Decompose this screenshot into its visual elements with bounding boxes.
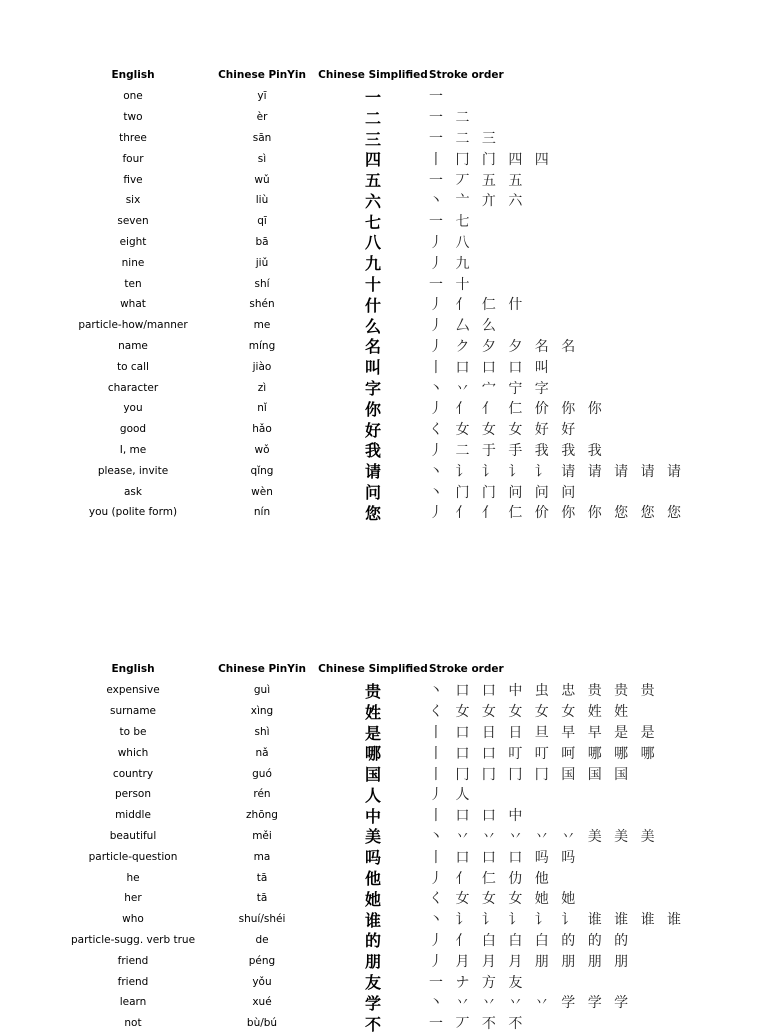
header-simplified: Chinese Simplified xyxy=(318,69,428,81)
table-row xyxy=(60,294,719,315)
pinyin-cell: yǒu xyxy=(252,975,272,988)
stroke-order-cell: 一 丆 五 五 xyxy=(429,172,527,189)
table-row xyxy=(60,680,719,701)
english-cell: he xyxy=(126,871,140,884)
stroke-order-cell: 丨 冂 冂 冂 冂 国 国 国 xyxy=(429,766,633,783)
simplified-cell: 朋 xyxy=(364,952,381,972)
english-cell: who xyxy=(122,913,144,926)
pinyin-cell: shí xyxy=(254,277,270,290)
pinyin-cell: yī xyxy=(257,90,267,103)
pinyin-cell: nǐ xyxy=(257,402,267,415)
simplified-cell: 二 xyxy=(364,108,381,128)
english-cell: to call xyxy=(117,360,149,373)
english-cell: one xyxy=(123,90,143,103)
table-row xyxy=(60,742,719,763)
simplified-cell: 十 xyxy=(364,275,381,295)
header-pinyin: Chinese PinYin xyxy=(218,69,306,81)
table-row xyxy=(60,722,719,743)
table-row xyxy=(60,701,719,722)
stroke-order-cell: 丶 口 口 中 虫 忠 贵 贵 贵 xyxy=(429,683,659,700)
stroke-order-cell: 一 xyxy=(429,89,447,106)
simplified-cell: 你 xyxy=(364,399,381,419)
table-row xyxy=(60,273,719,294)
stroke-order-cell: 丿 二 于 手 我 我 我 xyxy=(429,442,606,459)
pinyin-cell: me xyxy=(253,319,271,332)
simplified-cell: 叫 xyxy=(364,358,381,378)
english-cell: you xyxy=(123,402,143,415)
pinyin-cell: guì xyxy=(253,684,271,697)
english-cell: five xyxy=(123,173,143,186)
simplified-cell: 什 xyxy=(364,295,381,315)
simplified-cell: 五 xyxy=(364,171,381,191)
vocab-table-1 xyxy=(60,64,719,523)
stroke-order-cell: 一 七 xyxy=(429,214,474,231)
stroke-order-cell: 丶 讠 讠 讠 讠 讠 谁 谁 谁 谁 xyxy=(429,912,686,929)
pinyin-cell: bù/bú xyxy=(246,1017,278,1030)
pinyin-cell: zì xyxy=(257,381,267,394)
pinyin-cell: qǐng xyxy=(250,464,274,477)
stroke-order-cell: 丿 人 xyxy=(429,787,474,804)
pinyin-cell: guó xyxy=(252,767,272,780)
table-row xyxy=(60,481,719,502)
pinyin-cell: ma xyxy=(253,850,271,863)
simplified-cell: 是 xyxy=(364,723,381,743)
english-cell: what xyxy=(120,298,146,311)
stroke-order-cell: 丶 丷 丷 丷 丷 丷 美 美 美 xyxy=(429,828,659,845)
stroke-order-cell: 丿 厶 么 xyxy=(429,318,500,335)
stroke-order-cell: 一 二 xyxy=(429,110,474,127)
simplified-cell: 中 xyxy=(364,806,381,826)
table-row xyxy=(60,992,719,1013)
simplified-cell: 六 xyxy=(364,191,381,211)
pinyin-cell: nǎ xyxy=(255,746,269,759)
stroke-order-cell: 丿 亻 亻 仁 价 你 你 您 您 您 xyxy=(429,505,686,522)
english-cell: you (polite form) xyxy=(88,506,178,519)
english-cell: her xyxy=(124,892,142,905)
stroke-order-cell: 丨 口 日 日 旦 早 早 是 是 xyxy=(429,724,659,741)
simplified-cell: 的 xyxy=(364,931,381,951)
stroke-order-cell: 一 十 xyxy=(429,276,474,293)
table-header xyxy=(60,658,719,680)
pinyin-cell: jiào xyxy=(252,360,272,373)
header-simplified: Chinese Simplified xyxy=(318,663,428,675)
simplified-cell: 吗 xyxy=(364,848,381,868)
table-row xyxy=(60,930,719,951)
table-row xyxy=(60,1013,719,1034)
english-cell: eight xyxy=(119,235,147,248)
pinyin-cell: shén xyxy=(249,298,275,311)
pinyin-cell: shuí/shéi xyxy=(238,913,286,926)
stroke-order-cell: 丨 口 口 叮 叮 呵 哪 哪 哪 xyxy=(429,745,659,762)
simplified-cell: 国 xyxy=(364,765,381,785)
english-cell: nine xyxy=(121,256,145,269)
stroke-order-cell: 丿 月 月 月 朋 朋 朋 朋 xyxy=(429,953,633,970)
stroke-order-cell: 丶 亠 亣 六 xyxy=(429,193,527,210)
english-cell: middle xyxy=(115,809,151,822)
simplified-cell: 么 xyxy=(364,316,381,336)
pinyin-cell: nín xyxy=(253,506,271,519)
pinyin-cell: wèn xyxy=(251,485,273,498)
english-cell: to be xyxy=(119,725,147,738)
header-english: English xyxy=(111,663,155,675)
header-english: English xyxy=(111,69,155,81)
pinyin-cell: sì xyxy=(257,152,267,165)
simplified-cell: 九 xyxy=(364,254,381,274)
english-cell: ten xyxy=(124,277,142,290)
pinyin-cell: zhōng xyxy=(246,809,278,822)
simplified-cell: 贵 xyxy=(364,681,381,701)
stroke-order-cell: く 女 女 女 女 女 姓 姓 xyxy=(429,704,633,721)
simplified-cell: 我 xyxy=(364,441,381,461)
table-header xyxy=(60,64,719,86)
english-cell: seven xyxy=(117,215,149,228)
table-row xyxy=(60,419,719,440)
header-stroke-order: Stroke order xyxy=(429,663,504,675)
pinyin-cell: xìng xyxy=(250,705,274,718)
table-row xyxy=(60,232,719,253)
table-row xyxy=(60,867,719,888)
english-cell: I, me xyxy=(119,443,147,456)
stroke-order-cell: 丿 九 xyxy=(429,255,474,272)
simplified-cell: 八 xyxy=(364,233,381,253)
stroke-order-cell: 丿 亻 仁 什 xyxy=(429,297,527,314)
english-cell: person xyxy=(115,788,151,801)
table-row xyxy=(60,971,719,992)
table-row xyxy=(60,315,719,336)
simplified-cell: 他 xyxy=(364,869,381,889)
stroke-order-cell: 一 丆 不 不 xyxy=(429,1016,527,1033)
english-cell: character xyxy=(107,381,159,394)
simplified-cell: 美 xyxy=(364,827,381,847)
stroke-order-cell: 丨 口 口 中 xyxy=(429,808,527,825)
english-cell: four xyxy=(122,152,144,165)
table-row xyxy=(60,377,719,398)
stroke-order-cell: 一 ナ 方 友 xyxy=(429,974,527,991)
pinyin-cell: liù xyxy=(255,194,269,207)
english-cell: three xyxy=(119,131,147,144)
table-row xyxy=(60,211,719,232)
pinyin-cell: de xyxy=(255,933,269,946)
simplified-cell: 一 xyxy=(364,87,381,107)
pinyin-cell: tā xyxy=(256,892,268,905)
table-row xyxy=(60,440,719,461)
stroke-order-cell: 丿 ク 夕 夕 名 名 xyxy=(429,338,580,355)
pinyin-cell: tā xyxy=(256,871,268,884)
english-cell: good xyxy=(119,423,147,436)
table-row xyxy=(60,805,719,826)
stroke-order-cell: 丶 讠 讠 讠 讠 请 请 请 请 请 xyxy=(429,463,686,480)
header-pinyin: Chinese PinYin xyxy=(218,663,306,675)
pinyin-cell: měi xyxy=(252,829,272,842)
english-cell: particle-how/manner xyxy=(78,319,188,332)
pinyin-cell: rén xyxy=(253,788,271,801)
simplified-cell: 请 xyxy=(364,462,381,482)
pinyin-cell: míng xyxy=(248,339,276,352)
english-cell: which xyxy=(117,746,149,759)
english-cell: surname xyxy=(109,705,157,718)
english-cell: expensive xyxy=(106,684,160,697)
stroke-order-cell: 丶 门 门 问 问 问 xyxy=(429,484,580,501)
pinyin-cell: hǎo xyxy=(252,423,272,436)
simplified-cell: 人 xyxy=(364,785,381,805)
english-cell: country xyxy=(112,767,154,780)
table-row xyxy=(60,190,719,211)
simplified-cell: 好 xyxy=(364,420,381,440)
english-cell: six xyxy=(125,194,141,207)
simplified-cell: 谁 xyxy=(364,910,381,930)
table-row xyxy=(60,107,719,128)
simplified-cell: 名 xyxy=(364,337,381,357)
simplified-cell: 姓 xyxy=(364,702,381,722)
simplified-cell: 您 xyxy=(364,503,381,523)
table-row xyxy=(60,148,719,169)
english-cell: beautiful xyxy=(109,829,157,842)
stroke-order-cell: 丿 亻 亻 仁 价 你 你 xyxy=(429,401,606,418)
english-cell: two xyxy=(123,111,143,124)
stroke-order-cell: く 女 女 女 好 好 xyxy=(429,422,580,439)
english-cell: particle-question xyxy=(88,850,178,863)
simplified-cell: 七 xyxy=(364,212,381,232)
simplified-cell: 友 xyxy=(364,973,381,993)
table-row xyxy=(60,950,719,971)
pinyin-cell: jiǔ xyxy=(255,256,269,269)
stroke-order-cell: 丿 亻 仁 仂 他 xyxy=(429,870,553,887)
table-row xyxy=(60,846,719,867)
pinyin-cell: èr xyxy=(256,111,268,124)
stroke-order-cell: 丿 亻 白 白 白 的 的 的 xyxy=(429,932,633,949)
pinyin-cell: péng xyxy=(248,954,276,967)
stroke-order-cell: 丨 口 口 口 叫 xyxy=(429,359,553,376)
pinyin-cell: shì xyxy=(254,725,270,738)
table-row xyxy=(60,86,719,107)
simplified-cell: 问 xyxy=(364,483,381,503)
pinyin-cell: qī xyxy=(257,215,267,228)
english-cell: please, invite xyxy=(97,464,169,477)
header-stroke-order: Stroke order xyxy=(429,69,504,81)
table-row xyxy=(60,336,719,357)
table-row xyxy=(60,169,719,190)
pinyin-cell: wǔ xyxy=(254,173,270,186)
pinyin-cell: bā xyxy=(255,235,269,248)
stroke-order-cell: 丶 丷 丷 丷 丷 学 学 学 xyxy=(429,995,633,1012)
stroke-order-cell: 丿 八 xyxy=(429,234,474,251)
table-row xyxy=(60,502,719,523)
table-row xyxy=(60,826,719,847)
pinyin-cell: wǒ xyxy=(254,443,270,456)
simplified-cell: 她 xyxy=(364,889,381,909)
stroke-order-cell: 丶 丷 宀 宁 字 xyxy=(429,380,553,397)
english-cell: particle-sugg. verb true xyxy=(70,933,196,946)
table-row xyxy=(60,888,719,909)
english-cell: learn xyxy=(119,996,147,1009)
simplified-cell: 学 xyxy=(364,993,381,1013)
english-cell: name xyxy=(118,339,148,352)
english-cell: not xyxy=(124,1017,142,1030)
pinyin-cell: sān xyxy=(252,131,272,144)
table-row xyxy=(60,398,719,419)
stroke-order-cell: 一 二 三 xyxy=(429,130,500,147)
table-row xyxy=(60,460,719,481)
stroke-order-cell: 丨 冂 门 四 四 xyxy=(429,151,553,168)
table-row xyxy=(60,909,719,930)
simplified-cell: 哪 xyxy=(364,744,381,764)
stroke-order-cell: く 女 女 女 她 她 xyxy=(429,891,580,908)
table-row xyxy=(60,356,719,377)
vocab-table-2 xyxy=(60,658,719,1034)
english-cell: friend xyxy=(117,975,149,988)
simplified-cell: 字 xyxy=(364,379,381,399)
english-cell: friend xyxy=(117,954,149,967)
english-cell: ask xyxy=(124,485,142,498)
table-row xyxy=(60,784,719,805)
pinyin-cell: xué xyxy=(252,996,272,1009)
simplified-cell: 四 xyxy=(364,150,381,170)
table-row xyxy=(60,252,719,273)
table-row xyxy=(60,128,719,149)
simplified-cell: 不 xyxy=(364,1014,381,1034)
stroke-order-cell: 丨 口 口 口 吗 吗 xyxy=(429,849,580,866)
table-row xyxy=(60,763,719,784)
simplified-cell: 三 xyxy=(364,129,381,149)
